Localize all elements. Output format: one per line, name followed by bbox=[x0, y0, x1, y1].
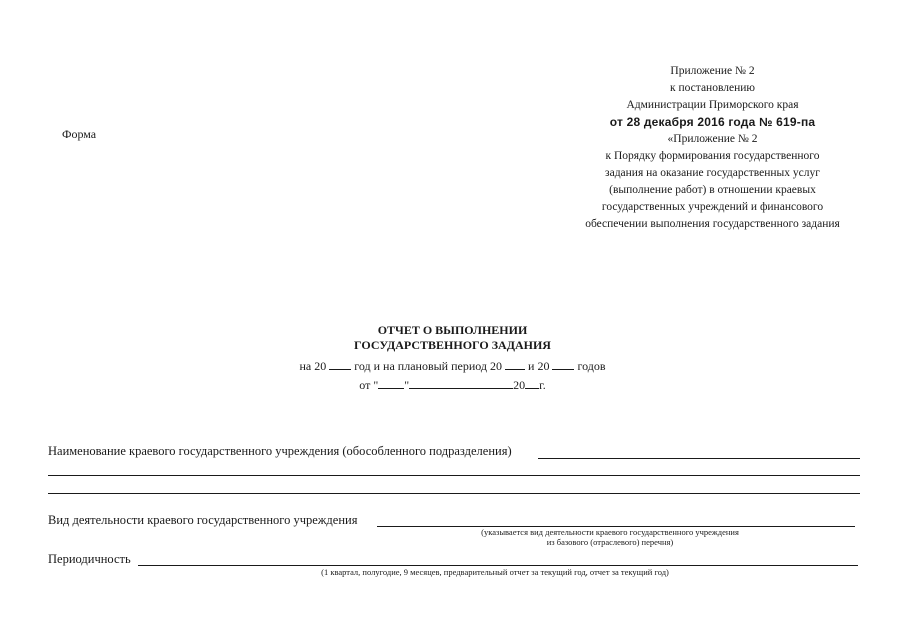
appendix-line: «Приложение № 2 bbox=[667, 133, 758, 145]
period-text: на 20 bbox=[299, 359, 327, 373]
appendix-line: задания на оказание государственных услуг bbox=[605, 167, 820, 179]
date-text: 20 bbox=[513, 378, 526, 392]
resolution-date-stamp: от 28 декабря 2016 года № 619-па bbox=[609, 115, 816, 129]
activity-hint-line: (указывается вид деятельности краевого государственного учреждения bbox=[481, 527, 739, 537]
plan-year-blank[interactable] bbox=[505, 357, 525, 370]
appendix-line: (выполнение работ) в отношении краевых bbox=[609, 184, 816, 196]
periodicity-field[interactable] bbox=[138, 565, 858, 566]
period-text: годов bbox=[577, 359, 606, 373]
activity-label: Вид деятельности краевого государственного учреждения bbox=[48, 513, 358, 527]
report-period bbox=[200, 357, 705, 374]
institution-name-label: Наименование краевого государственного учреждения (обособленного подразделения) bbox=[48, 444, 512, 458]
date-text: " bbox=[404, 378, 410, 392]
year-blank[interactable] bbox=[329, 357, 351, 370]
activity-hint bbox=[430, 527, 790, 547]
date-text: от " bbox=[359, 378, 379, 392]
period-text: и 20 bbox=[528, 359, 550, 373]
report-title-line: ОТЧЕТ О ВЫПОЛНЕНИИ bbox=[377, 323, 528, 337]
report-title bbox=[200, 323, 705, 353]
institution-name-field-line2[interactable] bbox=[48, 475, 860, 476]
activity-hint-line: из базового (отраслевого) перечня) bbox=[546, 537, 674, 547]
appendix-line: к Порядку формирования государственного bbox=[605, 150, 820, 162]
institution-name-field[interactable] bbox=[538, 458, 860, 459]
form-label: Форма bbox=[62, 127, 97, 141]
plan-year2-blank[interactable] bbox=[552, 357, 574, 370]
appendix-line: государственных учреждений и финансового bbox=[601, 201, 824, 213]
appendix-block bbox=[560, 63, 865, 233]
date-text: г. bbox=[539, 378, 546, 392]
institution-name-field-line3[interactable] bbox=[48, 493, 860, 494]
period-text: год и на плановый период 20 bbox=[354, 359, 503, 373]
month-blank[interactable] bbox=[409, 376, 513, 389]
periodicity-hint: (1 квартал, полугодие, 9 месяцев, предварительный отчет за текущий год, отчет за текущий год) bbox=[321, 567, 669, 577]
periodicity-label: Периодичность bbox=[48, 552, 131, 566]
report-title-line: ГОСУДАРСТВЕННОГО ЗАДАНИЯ bbox=[354, 338, 551, 352]
appendix-line: обеспечении выполнения государственного задания bbox=[585, 218, 840, 230]
day-blank[interactable] bbox=[378, 376, 404, 389]
appendix-line: Администрации Приморского края bbox=[626, 99, 799, 111]
date-year-blank[interactable] bbox=[525, 376, 539, 389]
appendix-line: к постановлению bbox=[670, 82, 755, 94]
appendix-line: Приложение № 2 bbox=[670, 65, 755, 77]
report-date bbox=[200, 376, 705, 393]
